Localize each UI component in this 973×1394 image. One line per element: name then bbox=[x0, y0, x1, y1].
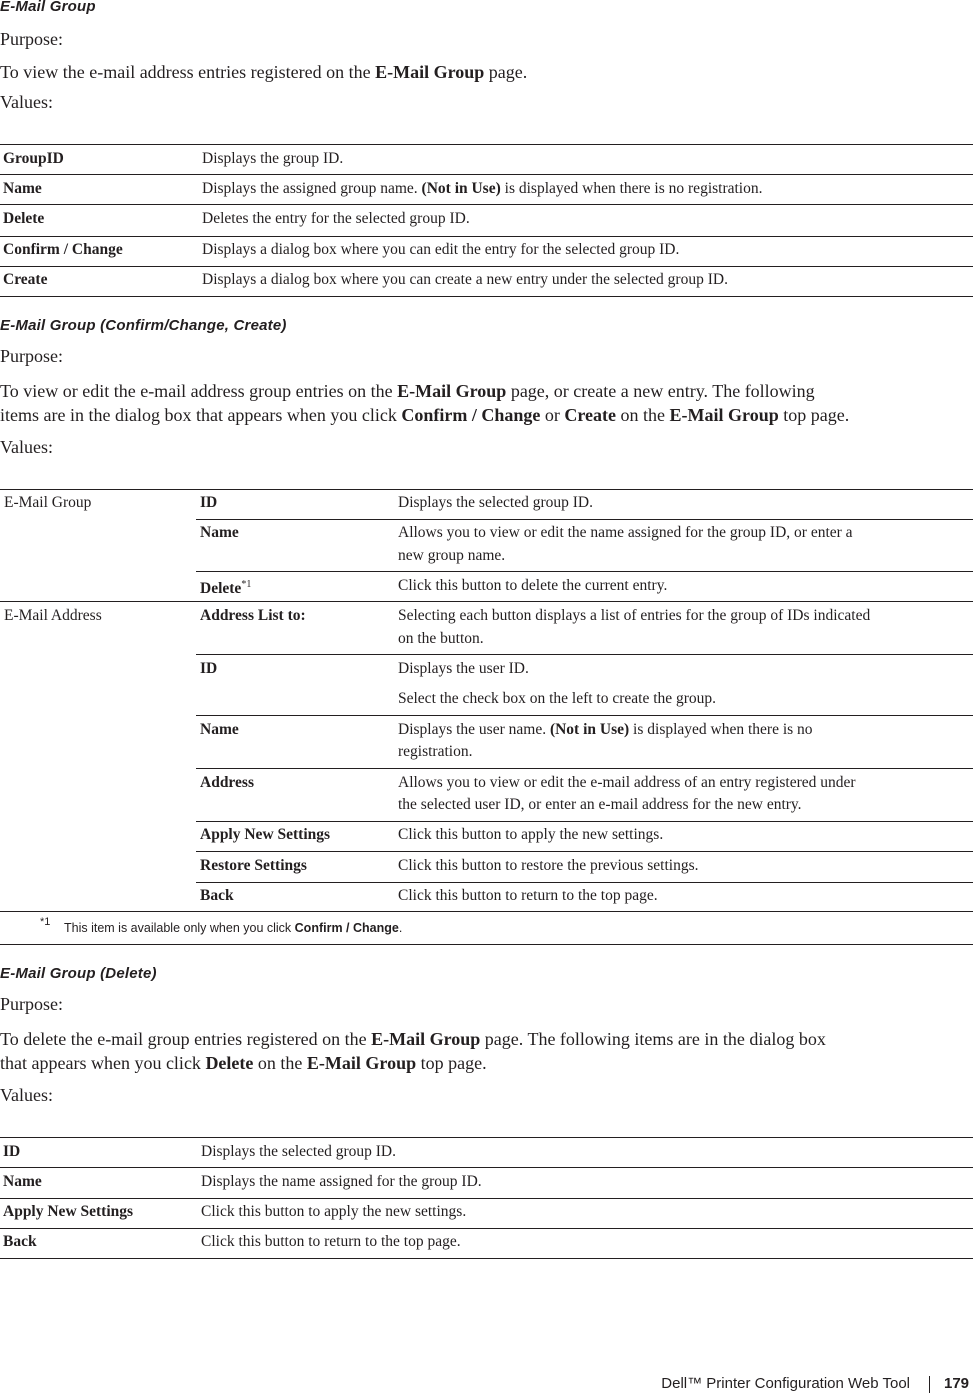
section-heading-email-group-delete: E-Mail Group (Delete) bbox=[0, 965, 157, 982]
values-label: Values: bbox=[0, 1085, 53, 1105]
table-row-name: Name bbox=[200, 524, 239, 541]
table-row-desc: Displays a dialog box where you can create a new entry under the selected group ID. bbox=[202, 271, 728, 288]
table-row-desc: Selecting each button displays a list of entries for the group of IDs indicated bbox=[398, 607, 871, 624]
table-row-name: Name bbox=[3, 1173, 42, 1190]
table-row-name: Address bbox=[200, 774, 254, 791]
table-row-desc: Click this button to return to the top page. bbox=[201, 1233, 461, 1250]
table-row-name: Apply New Settings bbox=[200, 826, 331, 843]
table-row-desc: Allows you to view or edit the e-mail address of an entry registered under bbox=[398, 774, 856, 791]
table-row-desc: on the button. bbox=[398, 630, 484, 647]
purpose-text-line-2: items are in the dialog box that appears when you click Confirm / Change or Create on the E-Mail Group top page. bbox=[0, 405, 850, 425]
table-row-desc: Displays the group ID. bbox=[202, 150, 344, 167]
table-row-desc: Displays the assigned group name. (Not in Use) is displayed when there is no registration. bbox=[202, 180, 763, 197]
table-row-desc: Displays the selected group ID. bbox=[201, 1143, 396, 1160]
table-row-name: Confirm / Change bbox=[3, 241, 123, 258]
purpose-text: To view the e-mail address entries registered on the E-Mail Group page. bbox=[0, 62, 528, 82]
table-row-desc: Displays the user name. (Not in Use) is displayed when there is no bbox=[398, 721, 813, 738]
table-row-desc: Click this button to apply the new settings. bbox=[201, 1203, 467, 1220]
purpose-label: Purpose: bbox=[0, 994, 63, 1014]
section-heading-email-group-confirm-create: E-Mail Group (Confirm/Change, Create) bbox=[0, 317, 287, 334]
group-email-address: E-Mail Address bbox=[4, 607, 102, 624]
footnote-text: This item is available only when you click Confirm / Change. bbox=[64, 921, 403, 935]
table-row-name: Restore Settings bbox=[200, 857, 307, 874]
footer-title: Dell™ Printer Configuration Web Tool bbox=[661, 1375, 910, 1392]
table-row-name: Name bbox=[200, 721, 239, 738]
purpose-label: Purpose: bbox=[0, 346, 63, 366]
table-row-desc: Click this button to return to the top page. bbox=[398, 887, 658, 904]
table-row-desc: Select the check box on the left to create the group. bbox=[398, 690, 717, 707]
page-number: 179 bbox=[944, 1375, 970, 1392]
table-row-name: Create bbox=[3, 271, 48, 288]
footnote-mark: *1 bbox=[40, 916, 51, 928]
table-row-name: Name bbox=[3, 180, 42, 197]
table-row-desc: Click this button to restore the previous settings. bbox=[398, 857, 699, 874]
table-row-name: Delete$^{*1}$ bbox=[200, 579, 252, 598]
table-row-name: Address List to: bbox=[200, 607, 306, 624]
table-row-desc: Displays the selected group ID. bbox=[398, 494, 593, 511]
purpose-label: Purpose: bbox=[0, 29, 63, 49]
table-row-name: GroupID bbox=[3, 150, 64, 167]
table-row-desc: Click this button to apply the new settings. bbox=[398, 826, 664, 843]
table-row-desc: the selected user ID, or enter an e-mail address for the new entry. bbox=[398, 796, 802, 813]
table-row-desc: Displays the user ID. bbox=[398, 660, 529, 677]
table-row-desc: Displays a dialog box where you can edit the entry for the selected group ID. bbox=[202, 241, 680, 258]
values-label: Values: bbox=[0, 92, 53, 112]
table-row-name: Back bbox=[200, 887, 234, 904]
table-row-desc: Click this button to delete the current entry. bbox=[398, 577, 668, 594]
table-row-name: ID bbox=[200, 494, 218, 511]
table-row-desc: Displays the name assigned for the group ID. bbox=[201, 1173, 482, 1190]
table-row-name: Delete bbox=[3, 210, 45, 227]
purpose-text-line-1: To delete the e-mail group entries registered on the E-Mail Group page. The following items are in the dialog box bbox=[0, 1029, 826, 1049]
group-email-group: E-Mail Group bbox=[4, 494, 92, 511]
table-row-name: ID bbox=[3, 1143, 21, 1160]
table-row-desc: registration. bbox=[398, 743, 473, 760]
table-row-name: Apply New Settings bbox=[3, 1203, 134, 1220]
purpose-text-line-2: that appears when you click Delete on the E-Mail Group top page. bbox=[0, 1053, 487, 1073]
table-row-desc: new group name. bbox=[398, 547, 506, 564]
purpose-text-line-1: To view or edit the e-mail address group entries on the E-Mail Group page, or create a new entry. The following bbox=[0, 381, 815, 401]
table-row-name: ID bbox=[200, 660, 218, 677]
table-row-desc: Allows you to view or edit the name assigned for the group ID, or enter a bbox=[398, 524, 853, 541]
footer-divider bbox=[929, 1376, 930, 1393]
table-row-name: Back bbox=[3, 1233, 37, 1250]
values-label: Values: bbox=[0, 437, 53, 457]
section-heading-email-group: E-Mail Group bbox=[0, 0, 96, 15]
table-row-desc: Deletes the entry for the selected group ID. bbox=[202, 210, 470, 227]
footnote-ref: *1 bbox=[241, 579, 252, 590]
